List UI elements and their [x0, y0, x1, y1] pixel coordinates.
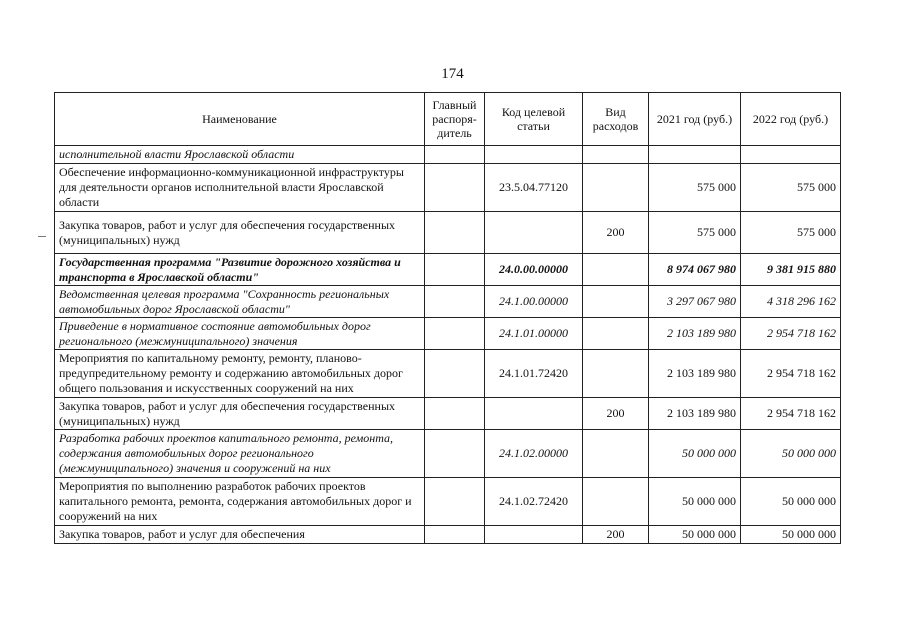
- header-2022: 2022 год (руб.): [741, 93, 841, 146]
- row-name: Мероприятия по выполнению разработок рабочих проектов капитального ремонта, ремонта, содержания автомобильных дорог и сооружений на них: [55, 478, 425, 526]
- row-name: Государственная программа "Развитие дорожного хозяйства и транспорта в Ярославской области": [55, 254, 425, 286]
- row-2021: 2 103 189 980: [649, 350, 741, 398]
- row-type: [583, 318, 649, 350]
- row-name: Приведение в нормативное состояние автомобильных дорог регионального (межмуниципального) значения: [55, 318, 425, 350]
- row-code: 24.1.02.00000: [485, 430, 583, 478]
- header-type: Вид расходов: [583, 93, 649, 146]
- row-name: Закупка товаров, работ и услуг для обеспечения: [55, 526, 425, 544]
- row-2022: 2 954 718 162: [741, 398, 841, 430]
- row-2021: [649, 146, 741, 164]
- row-type: [583, 254, 649, 286]
- row-code: [485, 146, 583, 164]
- row-type: [583, 430, 649, 478]
- row-name: Обеспечение информационно-коммуникационной инфраструктуры для деятельности органов исполнительной власти Ярославской области: [55, 164, 425, 212]
- table-row: [55, 350, 841, 398]
- row-admin: [425, 478, 485, 526]
- table-row: [55, 212, 841, 254]
- row-admin: [425, 318, 485, 350]
- row-2021: 50 000 000: [649, 526, 741, 544]
- row-2021: 8 974 067 980: [649, 254, 741, 286]
- row-code: 24.1.01.00000: [485, 318, 583, 350]
- row-admin: [425, 526, 485, 544]
- row-2022: 2 954 718 162: [741, 350, 841, 398]
- header-name: Наименование: [55, 93, 425, 146]
- row-admin: [425, 212, 485, 254]
- row-2021: 50 000 000: [649, 478, 741, 526]
- budget-table: [54, 92, 841, 544]
- row-name: Мероприятия по капитальному ремонту, ремонту, планово-предупредительному ремонту и содержанию автомобильных дорог общего пользования и искусственных сооружений на них: [55, 350, 425, 398]
- row-name: исполнительной власти Ярославской области: [55, 146, 425, 164]
- table-row: [55, 526, 841, 544]
- row-2022: 50 000 000: [741, 526, 841, 544]
- row-name: Ведомственная целевая программа "Сохранность региональных автомобильных дорог Ярославской области": [55, 286, 425, 318]
- row-2021: 3 297 067 980: [649, 286, 741, 318]
- row-code: [485, 212, 583, 254]
- row-2022: [741, 146, 841, 164]
- row-2022: 50 000 000: [741, 430, 841, 478]
- row-2022: 4 318 296 162: [741, 286, 841, 318]
- row-type: 200: [583, 212, 649, 254]
- row-2022: 575 000: [741, 212, 841, 254]
- row-type: [583, 478, 649, 526]
- row-code: 24.1.01.72420: [485, 350, 583, 398]
- row-code: [485, 526, 583, 544]
- table-header-row: [55, 93, 841, 146]
- row-type: [583, 164, 649, 212]
- row-admin: [425, 254, 485, 286]
- row-admin: [425, 146, 485, 164]
- row-code: 23.5.04.77120: [485, 164, 583, 212]
- row-2021: 2 103 189 980: [649, 318, 741, 350]
- header-2021: 2021 год (руб.): [649, 93, 741, 146]
- row-type: 200: [583, 526, 649, 544]
- table-row: [55, 398, 841, 430]
- row-admin: [425, 398, 485, 430]
- row-type: 200: [583, 398, 649, 430]
- table-row: [55, 146, 841, 164]
- table-row: [55, 318, 841, 350]
- row-admin: [425, 164, 485, 212]
- row-code: 24.0.00.00000: [485, 254, 583, 286]
- row-2021: 575 000: [649, 212, 741, 254]
- row-type: [583, 350, 649, 398]
- row-2021: 50 000 000: [649, 430, 741, 478]
- row-name: Разработка рабочих проектов капитального ремонта, ремонта, содержания автомобильных дорог регионального (межмуниципального) значения и сооружений на них: [55, 430, 425, 478]
- row-admin: [425, 286, 485, 318]
- row-name: Закупка товаров, работ и услуг для обеспечения государственных (муниципальных) нужд: [55, 212, 425, 254]
- row-admin: [425, 430, 485, 478]
- row-code: 24.1.02.72420: [485, 478, 583, 526]
- row-type: [583, 286, 649, 318]
- row-name: Закупка товаров, работ и услуг для обеспечения государственных (муниципальных) нужд: [55, 398, 425, 430]
- row-2022: 50 000 000: [741, 478, 841, 526]
- row-admin: [425, 350, 485, 398]
- table-row: [55, 254, 841, 286]
- row-2022: 2 954 718 162: [741, 318, 841, 350]
- row-2022: 575 000: [741, 164, 841, 212]
- table-row: [55, 430, 841, 478]
- table-row: [55, 286, 841, 318]
- header-admin: Главный распоря-дитель: [425, 93, 485, 146]
- table-row: [55, 478, 841, 526]
- row-2021: 2 103 189 980: [649, 398, 741, 430]
- header-code: Код целевой статьи: [485, 93, 583, 146]
- table-row: [55, 164, 841, 212]
- row-2021: 575 000: [649, 164, 741, 212]
- row-2022: 9 381 915 880: [741, 254, 841, 286]
- row-type: [583, 146, 649, 164]
- scan-mark: [38, 236, 46, 237]
- row-code: 24.1.00.00000: [485, 286, 583, 318]
- page-number: 174: [441, 66, 464, 82]
- row-code: [485, 398, 583, 430]
